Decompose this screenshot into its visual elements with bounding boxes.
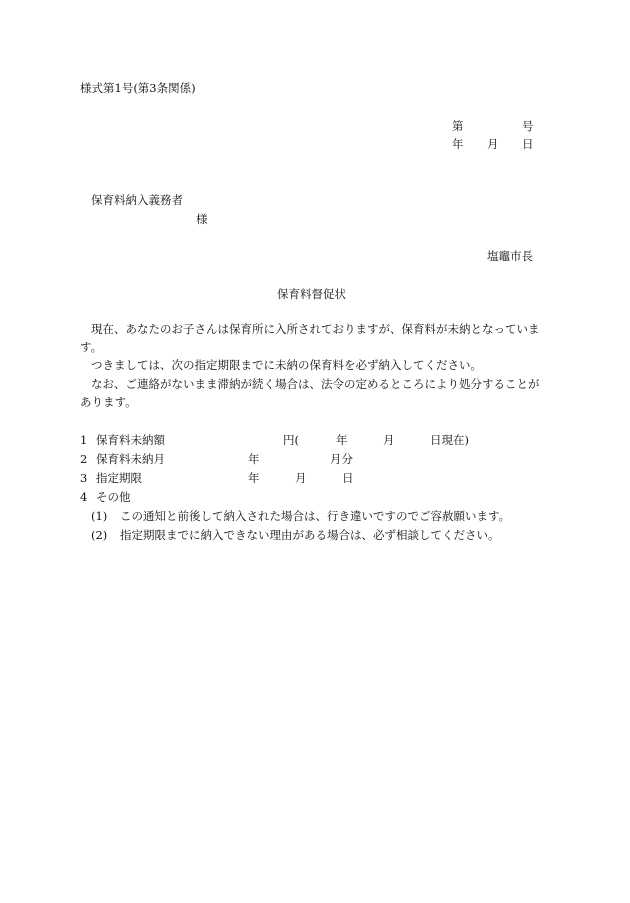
item-day-as-of: 日現在) <box>430 433 469 447</box>
list-item <box>80 433 550 449</box>
yen-open: 円( <box>283 433 299 447</box>
item-day: 日 <box>342 471 354 485</box>
list-item <box>80 490 550 506</box>
note-number: (2) <box>91 528 108 542</box>
item-month-portion: 月分 <box>330 452 353 466</box>
item-label: 保育料未納額 <box>96 433 165 447</box>
item-year: 年 <box>248 452 260 466</box>
note-number: (1) <box>91 509 108 523</box>
date-day: 日 <box>522 137 534 151</box>
item-number: 3 <box>80 471 88 485</box>
item-label: その他 <box>96 490 131 504</box>
note-item <box>80 509 550 525</box>
date-year: 年 <box>452 137 464 151</box>
sender-name: 塩竈市長 <box>487 249 533 263</box>
doc-number-suffix: 号 <box>522 119 534 133</box>
doc-number-prefix: 第 <box>452 119 464 133</box>
date-month: 月 <box>487 137 499 151</box>
body-paragraph-3-line-1: なお、ご連絡がないまま滞納が続く場合は、法令の定めるところにより処分することが <box>91 377 540 391</box>
item-label: 保育料未納月 <box>96 452 165 466</box>
body-paragraph-1-line-1: 現在、あなたのお子さんは保育所に入所されておりますが、保育料が未納となっていま <box>91 322 540 336</box>
note-text: 指定期限までに納入できない理由がある場合は、必ず相談してください。 <box>120 528 500 542</box>
item-number: 1 <box>80 433 88 447</box>
note-text: この通知と前後して納入された場合は、行き違いですのでご容赦願います。 <box>120 509 511 523</box>
addressee-title: 保育料納入義務者 <box>91 193 183 207</box>
item-month: 月 <box>383 433 395 447</box>
item-number: 4 <box>80 490 88 504</box>
form-label: 様式第1号(第3条関係) <box>80 81 196 95</box>
doc-title: 保育料督促状 <box>277 287 346 301</box>
list-item <box>80 471 550 487</box>
item-month: 月 <box>295 471 307 485</box>
item-number: 2 <box>80 452 88 466</box>
item-label: 指定期限 <box>96 471 142 485</box>
addressee-honorific: 様 <box>196 212 208 226</box>
item-year: 年 <box>248 471 260 485</box>
item-year: 年 <box>336 433 348 447</box>
list-item <box>80 452 550 468</box>
body-paragraph-1-line-2: す。 <box>80 340 103 354</box>
body-paragraph-3-line-2: あります。 <box>80 395 137 409</box>
note-item <box>80 528 550 544</box>
body-paragraph-2: つきましては、次の指定期限までに未納の保育料を必ず納入してください。 <box>91 358 482 372</box>
